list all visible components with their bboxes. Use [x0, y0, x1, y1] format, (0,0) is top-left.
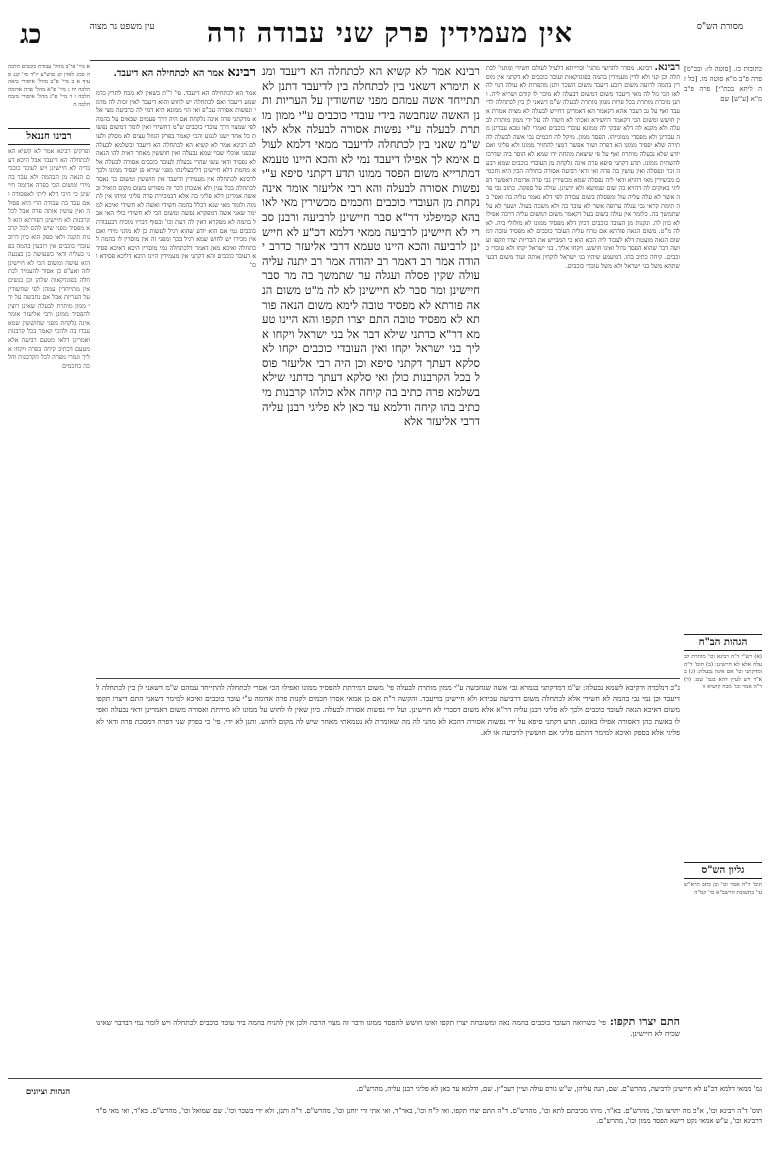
ein-mishpat-text: א מיי' פי"ב מהל' עבודת כוכבים הלכה ה סמג לאוין קנ טוש"ע יו"ד סי' קנג סעיף א ב מיי' פ"ב מהל' איסורי ביאה הלכה יח ג מיי' פ"א מהל' פרה אדומה הלכה ז ד מיי' פ"ג מהל' איסורי מזבח הלכה ה — [8, 64, 90, 108]
footer-line-1: גמ' ממאי דלמא דכ"ע לא חיישינן לרביעה, מהרש"ם. שם, הנה עליהן, ש"ש גורס עולה ועיין רעב"ץ. שם, ודלמא עד כאן לא פליגי רבנן עליה, מהרש"ם. — [356, 1085, 762, 1093]
page-number: כג — [20, 20, 42, 50]
rashi-body: רבינא. מסדר לתרוצי מתני' וברייתא דלעיל לעולם חשידי ומתני' לכתחלה וכן קני ולא לדין מעמידין בהמה בפונדקאות ועובד כוכבים לא דקתני אין מוסרין בהמה לרועה משום רובע דיעבד משום השכר ותנן מהפרות לא עולה דנוי לה לאו הכי גזל לה מאי דיעבד משום דמשום דבעלה לא מוכר לו קודם ושריא ליה. ותנן מוכרת מותרת בכל פרות ממון מותרת לבעלה ש"מ דשאני לן בין לכתחלה לדיעבד ואף על גב דעבר אהא דקאמר הא דאמרינן דחייש לבעלה לא מצית אמרת אין חושש ומשום הכי דקאמר דחשידא ואכתי לא חשדו לה על ידי ממון מותרת לבעלה ולא מקנא לה דלא שבקי לה ממונא עובדי כוכבים ואמרי לאו טבא עבדינן מה עבדינן ולא מפסדי ממונייהו. הפסד ממון. מיקל לה חכמים גבי אשה לבעלה להתירה שלא יפסיד ממונו הא דפרה ושור אפשר דמצי להחזיר ממונו ולא פליגי ואם יודע שלא נבעלה מותרת ואף על פי שיצאת מתחת ידו שמא לא הוסר ביה שדרכו להשחית ממונו. תדע דקתני סיפא פרה אינה נלקחת מן העובדי כוכבים שמא רבעה זכר ונפסלה ואין עושין בה פרה ואי ודאי רביעה אסורה בחוליה הבין היא וחכמים מכשירין מאי דהויא ודאי ליה נפסלה שמא מכשירין גבי פרה אדומה דאפשר דפליגי באוקים לה דהויא בה שום שמושא ולא ידעינן. עולה על ספקה. כתוב גבי פרה אשר לא עלה עליה עול ומפסלה בשום עבודה לפי דלא נאמר עליה בה ואפי' בה תימת קראי גבי עגלה ערופה אשר לא עובד בה ולא משכה בעול. ושער לא על שתמשך בה. כלומר אין עולה בשום בעל דקאמר משום דמשום עליה דרכה אפילו לא כוון לה. ונקנות מן העובד כוכבים דכיון דלא מפסיד ממונו לא מזלזלי ביה. לא לה מ"ט. משום הנאה פורתא אם טרח עליה העובד כוכבים לא מפסיד טובה דמשום הנאה מועטת דלא לעבוד ליה הכא הוא כי המבייש את הבריות יצרו תקפו ועושה דבר שהוא הפסד גדול ואינו חושש. ויקחו אליך. בני ישראל יקחו ולא עובדי כוכבים. קיחה כתיב בהו. דמשמע שיהיו בני ישראל לוקחין אותה ועוד משום דבעי שתהא משל בני ישראל ולא משל עובדי כוכבים. — [486, 65, 680, 270]
gemara-text — [262, 64, 480, 674]
gemara-body: רבינא אמר לא קשיא הא לכתחלה הא דיעבד ומנא תימרא דשאני בין לכתחלה בין לדיעבד דתנן לא תתייחד אשה עמהם מפני שחשודין על העריות ותנן האשה שנחבשה בידי עובדי כוכבים ע"י ממון מותרת לבעלה ע"י נפשות אסורה לבעלה אלא לאו ש"מ שאני בין לכתחלה לדיעבד ממאי דלמא לעולם אימא לך אפילו דיעבד נמי לא והכא היינו טעמא דמתרייא משום הפסד ממונו תדע דקתני סיפא ע"י נפשות אסורה לבעלה והא רבי אליעזר אומר אינה נקחת מן העובדי כוכבים וחכמים מכשירין מאי לאו בהא קמיפלגי דר"א סבר חיישינן לרביעה ורבנן סברי לא חיישינן לרביעה ממאי דלמא דכ"ע לא חיישינן לרביעה והכא היינו טעמא דרבי אליעזר כדרב יהודה אמר רב דאמר רב יהודה אמר רב יתנה עליה עולה שקין פסלה ועגלה ער שתמשך בה מר סבר חיישינן ומר סבר לא חיישינן לא לה מ"ט משום הנאה פורתא לא מפסיד טובה לימא משום הנאה פורתא לא מפסיד טובה התם יצרו תקפו והא היינו טעמא דר"א כדתני שילא דבר אל בני ישראל ויקחו אליך בני ישראל יקחו ואין העובדי כוכבים יקחו לא סלקא דעתך דקתני סיפא וכן היה רבי אליעזר פוסל בכל הקרבנות כולן ואי סלקא דעתך כדתני שילא בשלמא פרה כתיב בה קיחה אלא כולהו קרבנות מי כתיב בהו קיחה ודלמא עד כאן לא פליגי רבנן עליה דרבי אליעזר אלא — [262, 64, 480, 429]
tosafot-heading: רבינא — [227, 65, 256, 80]
tosafot-text: אמר הא לכתחילה הא דיעבד. פי' ר"ת בשאין לא מכח לתרץ כדמשמע דיעבד ואם לכתחלה יש לחוש והוא דיעבד לאין זכות לה מדמי ונפשות אסורה עכ"פ ואי הוי ממונא היא דמי לה כרביעה מצי אלא מדקתני פרה אינה נלקחת אם היה דרך פעמים שבאים על בהמה לפי שמצוי דרך עובדי כוכבים ש"מ דחשידי ואין לומר דמשום נפשות כל אחד ישנו לנגוע והכי קאמר בפרק הגוזל עצים לא מסלק ולעולם רבינא אמר לא קשיא הא לכתחלה הא דיעבד ובשלמא לבעלה שבפני אוכלי שבוי שמא נבעלה ואין חוששין מאחר דאית להו הנאה לא נפסיד ודאי עשו שהרי נבעלת לעובד כוכבים אסורה לבעלה אלא מחמת דלא חיישינן דליבעלינהו מפני שירא פן יפסיד ממונו ולכך לרבינא לכתחלה אין מעמידין ודיעבד אין חוששין ומשום כך נאסר לכתחלה בכל ענין ולא אשכחן דבר זה מפורש בשום מקום הואיל ובאשה אמרינן דלא פליגי בה אלא דבמכירת פרה פליגי ומיהו אין לתמוה ולומר מאי שנא דכלל בהמה חשידי ואשה לא חשידי ואיכא למימר שאני אשה דמפקרא נפשה ומשום הכי לא חשידי כולי האי אבל בהמה לא מפקרא דאין לה דעת וכו' ובסוף דבריו מוכיח דבעבודת כוכבים נמי אם הוא יודע שהוא רגיל לעשות כן לא מהני מידי ואם אין מכירו יש לחוש שמא רגיל בכך ומפני זה אין מוסרין לו בהמה לכתחלה ואיכא מאן דאמר דלכתחלה נמי מוסרין היכא דאיכא פסידא דעובד כוכבים והא דקתני אין מעמידין היינו היכא דליכא פסידא וכו' — [96, 90, 256, 269]
rabbeinu-chananel-text: ופרקינן רבינא אמר לא קשיא הא לכתחלה הא דיעבד אבל היכא דעבדיה לא חיישינן ויש לעובד כוכבים הנאה מן הבהמה ולא עבד בה מידי ומשום הכי בפרה אדומה חיישינן כי היכי דלא ליתי לאפסודה ואם עבד בה עבודה הרי היא פסולה ואין עושין אותה פרה אבל לכל קרבנות לא חיישינן דפורתא הוא לא מפסיד מפני שיש להם לכל קרבנות תקנה ולאו ספק הוא כיון דרוב עובדי כוכבים אין רובעין בהמה בפני בעליה ודאי כשעושה כן בצנעה הוא עושה ומשום הכי לא חיישינן לזה ואע"פ כן אסור להעמיד לכתחלה בפונדקאות שלהן וכן בנשים אין מתייחדין עמהן לפי שחשודין על העריות אבל אם נחבשה על ידי ממון מותרת לבעלה שאינן רוצין להפסיד ממונן ורבי אליעזר אומר אינה נלקחת מפני שחוששין שמא עבדו בה ולהכי קאמר בכל קרבנות ואמרינן דלאו מטעם רביעה אלא מטעם דכתיב קיחה בפרה ויקחו אליך וגמרי מפרה לכל הקרבנות והלכה כחכמים — [8, 148, 90, 370]
hatam-commentary — [96, 1016, 680, 1066]
header-divider — [90, 60, 680, 61]
footer-divider — [8, 1078, 762, 1079]
tosafot-dibbur-hamatchil: אמר הא לכתחילה הא דיעבד. — [113, 68, 225, 79]
hagahot-habach-heading: הגהות הב"ח — [684, 634, 762, 651]
footer-label: הגהות וציונים — [25, 1087, 71, 1097]
masoret-hashas-text: כתובות כז. [סוטה לז: ובכ"מ] פרה פ"ב מ"א סוטה מו. [כל זה ליתא בכת"י] פרה פ"ב מ"א [ע"ש] שם — [684, 65, 762, 103]
hatam-body: פי' כשרואה העובד כוכבים בהמה נאה ומשובחת יצרו תקפו ואינו חושש להפסד ממונו ודבר זה מצוי הרבה ולכן אין להניח בהמה ביד עובד כוכבים לכתחלה ויש לומר נמי דבדבר שאינו שכיח לא חיישינן. — [96, 1018, 680, 1039]
hagahot-habach-text: (א) רש"י ד"ה רבינא וכו' מותרת לבעלה אלא לא חיישינן: (ב) תוס' ד"ה ומדקתני וכו' אם אינה נבעלת: (ג) בא"ד ויש לעיין דהא בגמ' שם: (ד) ד"ה אמר וכו' מכח קושיא זו — [684, 654, 762, 691]
hatam-heading: התם יצרו תקפו: — [605, 1016, 680, 1028]
rashi-text — [486, 64, 680, 670]
masoret-header: מסורת הש"ס — [696, 22, 744, 32]
tosafot-opening — [96, 64, 256, 88]
page-title: אין מעמידין פרק שני עבודה זרה — [206, 18, 574, 49]
rabbeinu-chananel-heading: רבינו חננאל — [8, 128, 90, 145]
rashi-heading: רבינא. — [654, 64, 680, 73]
ein-mishpat-header: עין משפט נר מצוה — [89, 22, 155, 32]
gilyon-hashas-text: תוס' ד"ה אמר וכו' וכן כתב הרא"ש עי' בתשובת הרשב"א סי' קמ"ה — [684, 882, 762, 896]
tosafot-continuation: ג"כ דנלכדה ודקיבא לשמא נבעלה: ש"מ דמדקתני בגמרא גבי אשה שנחבשה ע"י ממון מותרת לבעלה פי' משום דמירתת להפסיד ממונו ואפילו הכי אסרי לכתחלה להתייחד עמהם ש"מ דשאני לן בין לכתחלה לדיעבד וכן נמי גבי בהמה לא חשידי אלא לכתחלה משום דרביעה עבידא ולא חיישינן בדיעבד. והקשה ר"ת אם כן אמאי אסרו חכמים לקנות פרה אדומה ע"י עובד כוכבים ואיכא למימר דשאני התם דיצרו תקפו משום דאיכא הנאה לעובד כוכבים ולכך לא פליגי רבנן עליה דר"א אלא משום דסברי לא חיישינן. ועל ידי נפשות אסורה לבעלה. כיון שאין לו לחוש על ממונו לא מירתת ואסורה משום דאמרינן ודאי נבעלה ואפילו באשת כהן דאסורה אפילו באונס. תדע דקתני סיפא על ידי נפשות אסורה דהכא לא מהני לה מה שאומרת לא נטמאתי מאחר שיש לה מקום לחוש. ותנן לא ידי. פי' כי בפרק שני דפרה דמסכת פרה ודאי לא פליגי אלא בספק ואיכא למימר דהתם פליגי אם חוששין לרביעה או לא. — [96, 683, 680, 737]
commentary-divider — [96, 678, 680, 679]
footer-line-2: תוס' ד"ה רבינא וכו', א"כ מה יתרצו וכו', מהרש"ם. בא"ד, מיהו מכיבתם לתא וכו', מהרש"ם. ד"ה התם יצרו תקפו, ואי ל"ח וכו', באר"ד, ואי אתי ורי יוחנן וכו', מהרש"ם. ד"ה ותנן, ולא ידי בשכר וכו'. שם שמואל וכו', מהרש"ם. בא"ד, ואי מאי ס"ד דרבינא וכו', ע"ש אמאי נקט רישא הפסד ממון וכו', מהרש"ם. — [96, 1107, 762, 1125]
gilyon-hashas-heading: גליון הש"ס — [684, 862, 762, 879]
